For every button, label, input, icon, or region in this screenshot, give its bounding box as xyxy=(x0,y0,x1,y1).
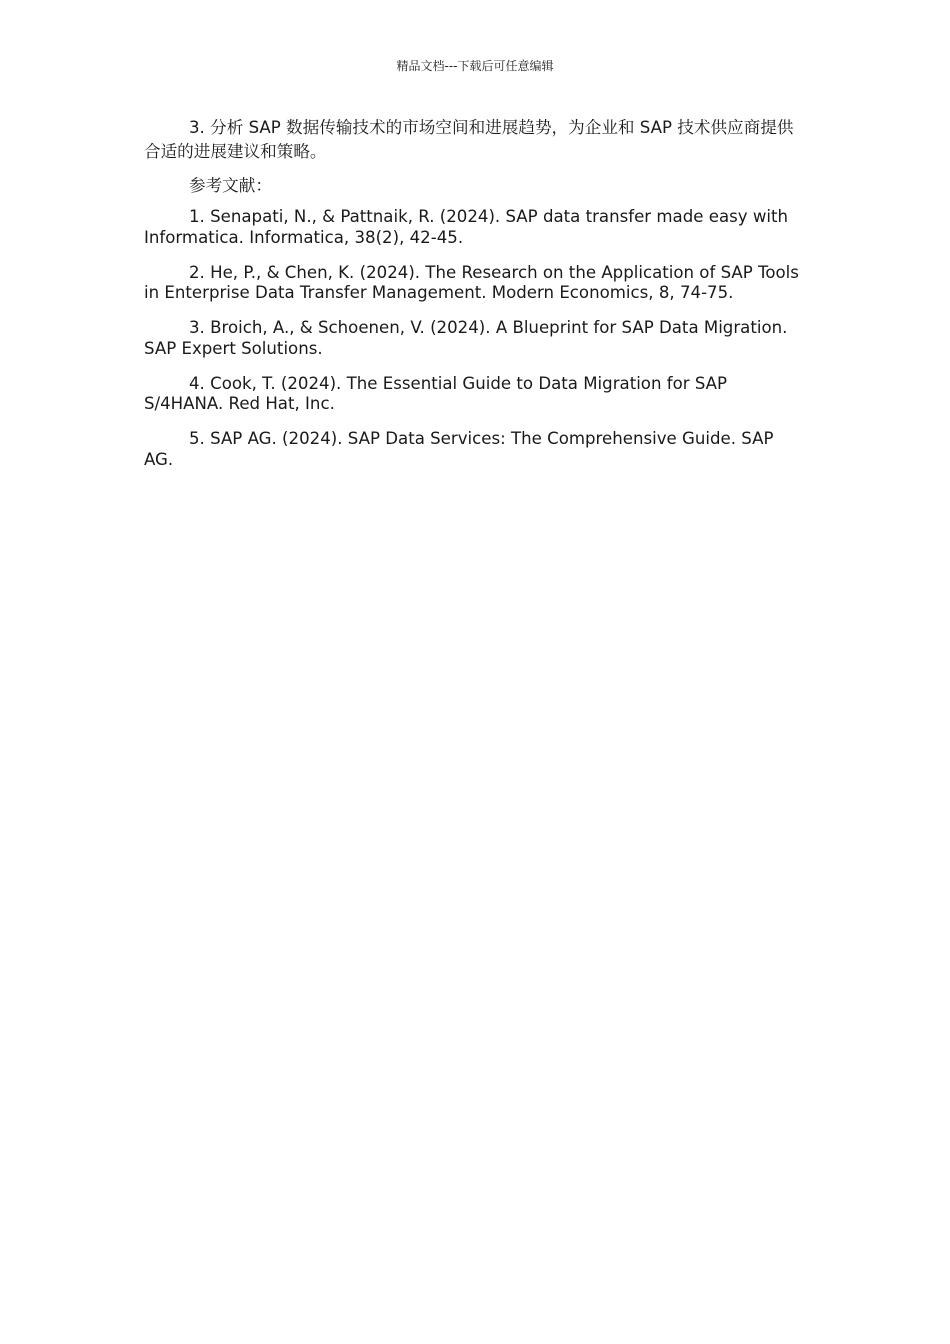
document-body xyxy=(144,116,804,485)
research-point-3: 3. 分析 SAP 数据传输技术的市场空间和进展趋势，为企业和 SAP 技术供应商提供合适的进展建议和策略。 xyxy=(144,118,794,161)
references-heading: 参考文献： xyxy=(189,176,272,195)
reference-item-4: 4. Cook, T. (2024). The Essential Guide to Data Migration for SAP S/4HANA. Red Hat, Inc. xyxy=(144,373,728,413)
reference-item-3: 3. Broich, A., & Schoenen, V. (2024). A Blueprint for SAP Data Migration. SAP Expert Solutions. xyxy=(144,318,788,358)
reference-item-5: 5. SAP AG. (2024). SAP Data Services: The Comprehensive Guide. SAP AG. xyxy=(144,429,774,469)
page-header: 精品文档---下载后可任意编辑 xyxy=(396,59,554,73)
reference-item-1: 1. Senapati, N., & Pattnaik, R. (2024). SAP data transfer made easy with Informatica. Informatica, 38(2), 42-45. xyxy=(144,207,789,247)
reference-item-2: 2. He, P., & Chen, K. (2024). The Research on the Application of SAP Tools in Enterprise Data Transfer Management. Modern Economics, 8, 74-75. xyxy=(144,262,799,302)
